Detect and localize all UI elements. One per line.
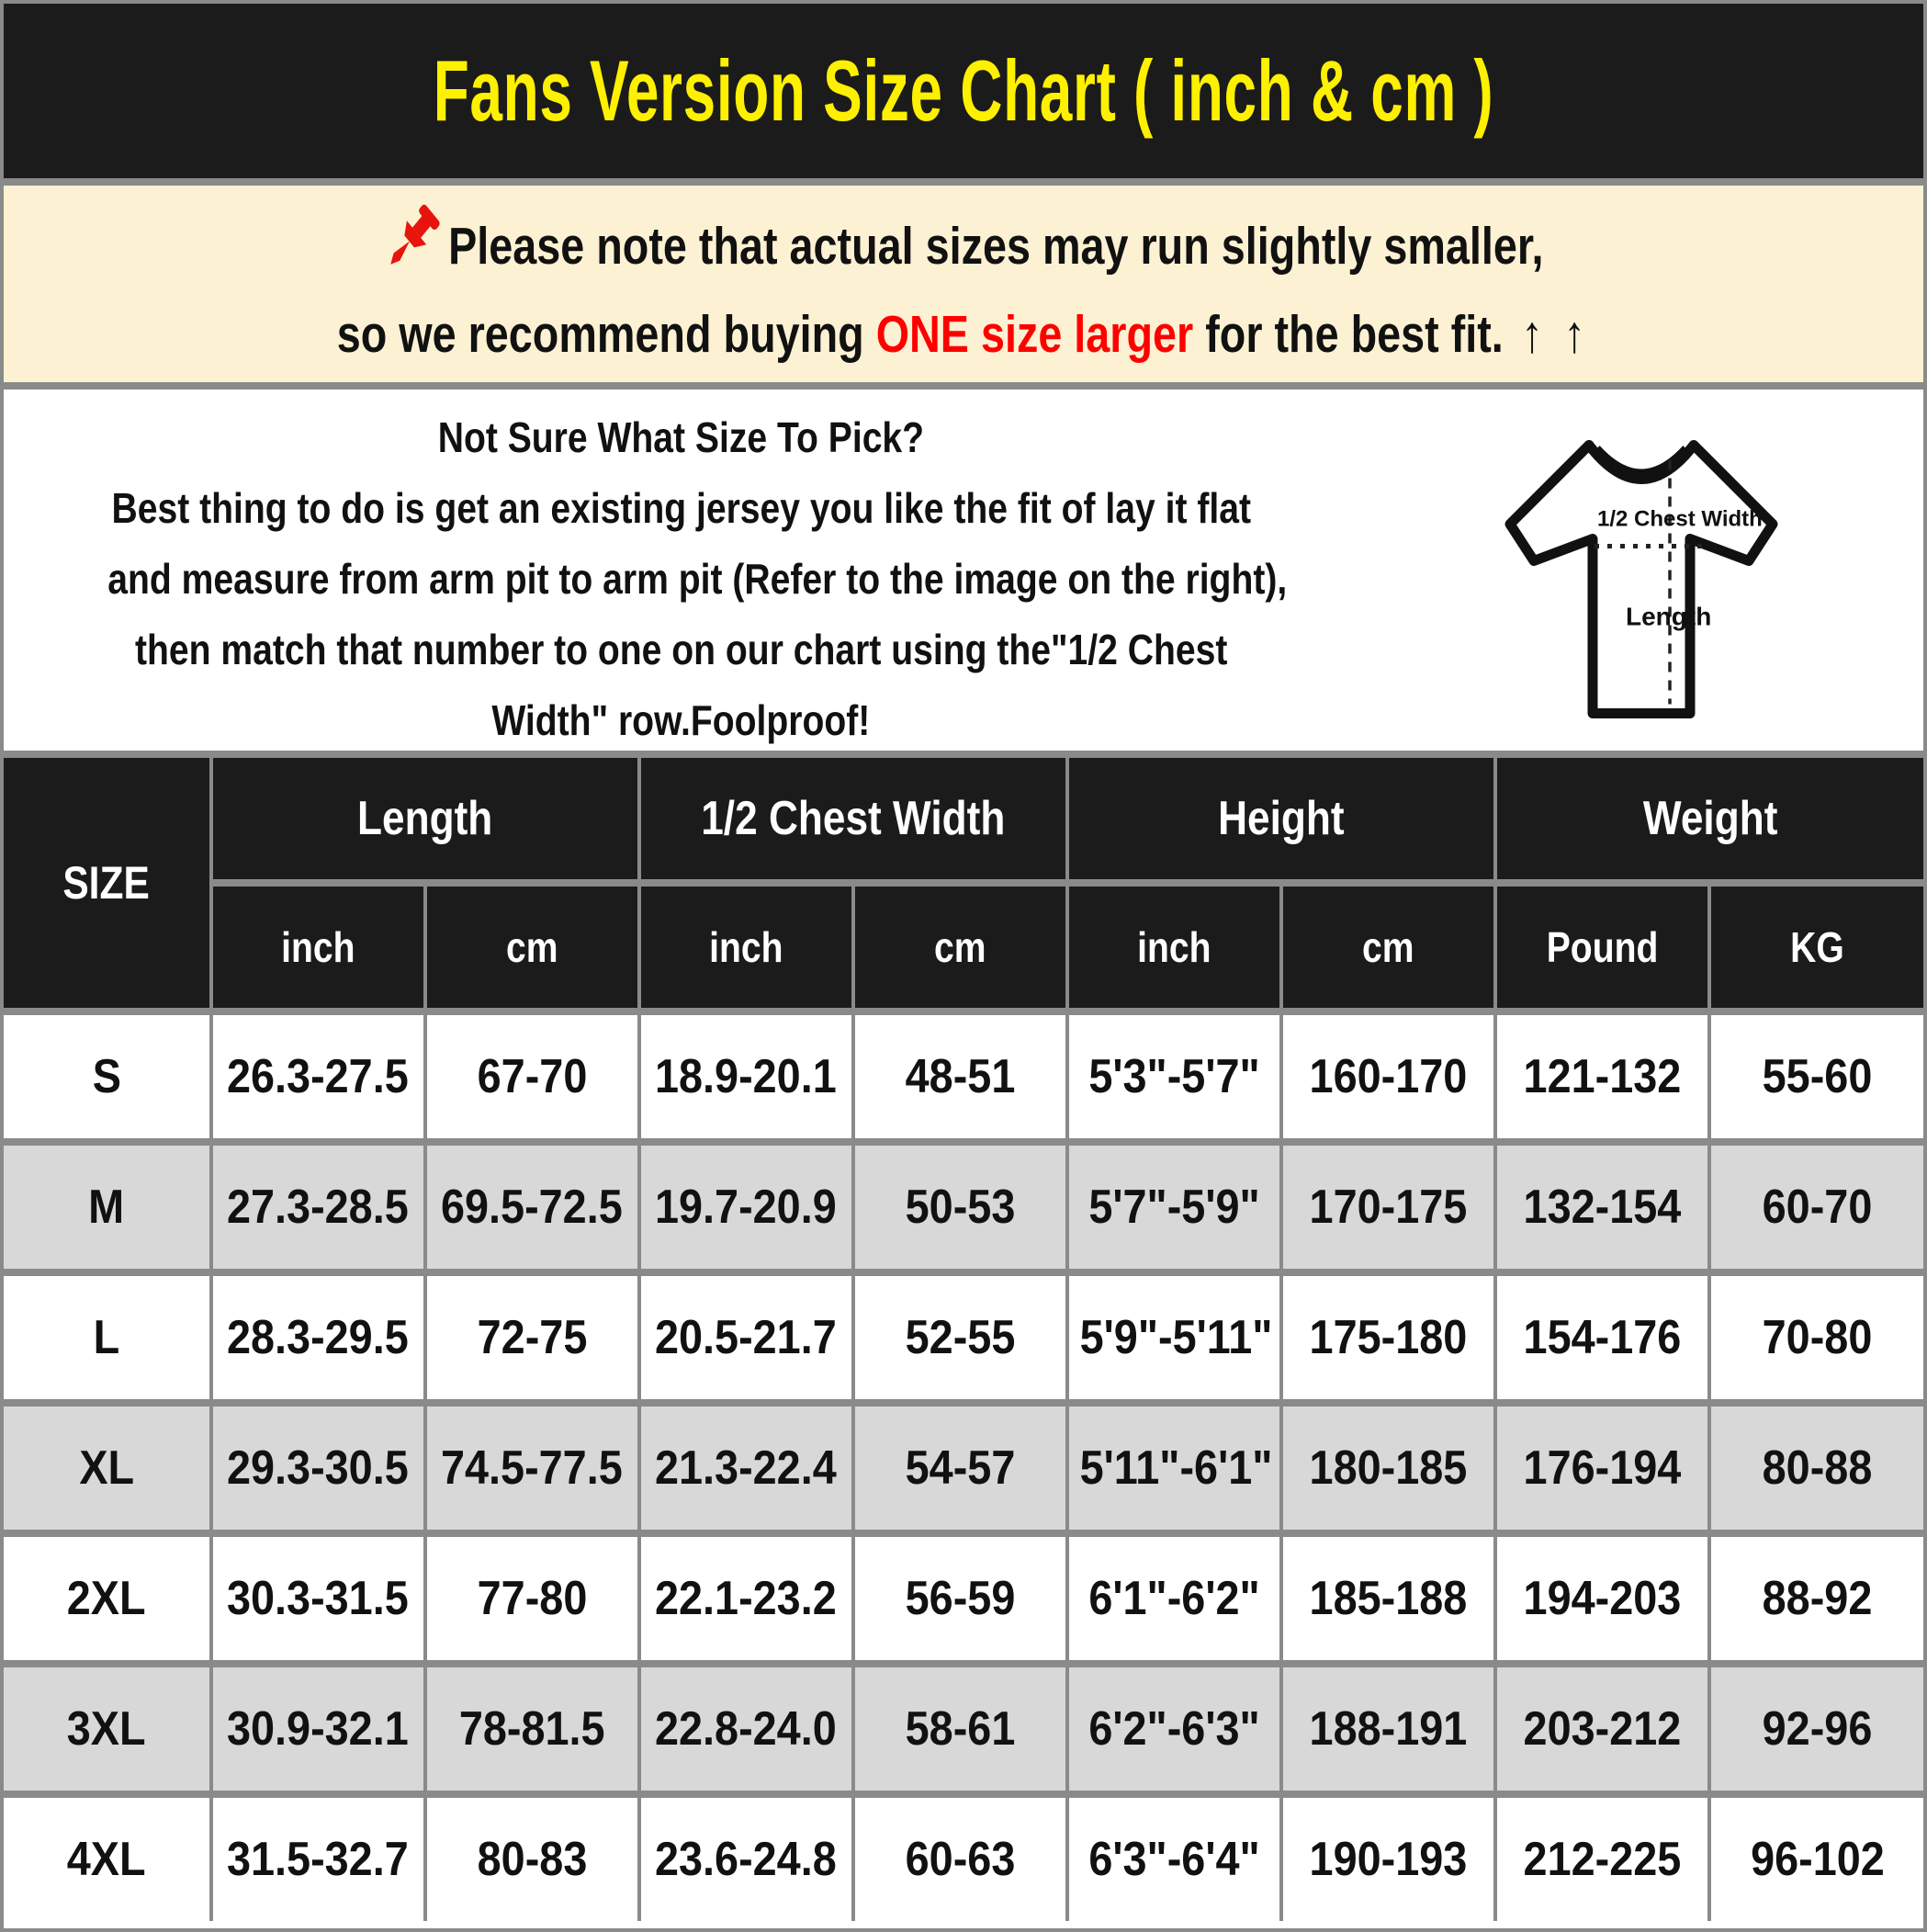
length-label: Length — [1625, 602, 1711, 631]
group-header-row — [4, 758, 1923, 883]
notice-banner — [4, 186, 1923, 382]
value-cell — [1281, 1533, 1495, 1664]
header-text: Weight — [1642, 792, 1778, 845]
cell-text: 54-57 — [905, 1441, 1016, 1495]
value-cell — [1709, 1664, 1923, 1794]
table-row — [4, 1794, 1923, 1921]
cell-text: 6'3"-6'4" — [1088, 1833, 1260, 1886]
cell-text: 176-194 — [1523, 1441, 1682, 1495]
value-cell — [211, 1794, 425, 1921]
cell-text: 5'11"-6'1" — [1079, 1441, 1273, 1495]
value-cell — [425, 1142, 639, 1272]
unit-header — [425, 883, 639, 1011]
cell-text: 19.7-20.9 — [655, 1181, 838, 1234]
value-cell — [639, 1142, 853, 1272]
cell-text: 175-180 — [1309, 1311, 1468, 1364]
size-cell — [4, 1403, 211, 1533]
header-text: cm — [934, 923, 986, 971]
value-cell — [853, 1533, 1067, 1664]
value-cell — [639, 1664, 853, 1794]
cell-text: 50-53 — [905, 1181, 1016, 1234]
unit-header — [211, 883, 425, 1011]
up-arrows: ↑ ↑ — [1521, 305, 1591, 364]
unit-header-row — [4, 883, 1923, 1011]
cell-text: 72-75 — [477, 1311, 588, 1364]
unit-header — [853, 883, 1067, 1011]
cell-text: 154-176 — [1523, 1311, 1682, 1364]
title-bar — [4, 4, 1923, 178]
size-guide-section — [4, 390, 1923, 751]
cell-text: 27.3-28.5 — [227, 1181, 410, 1234]
value-cell — [1495, 1533, 1709, 1664]
unit-header — [639, 883, 853, 1011]
cell-text: 160-170 — [1309, 1050, 1468, 1103]
unit-header — [1709, 883, 1923, 1011]
value-cell — [1281, 1664, 1495, 1794]
value-cell — [1067, 1142, 1281, 1272]
unit-header — [1067, 883, 1281, 1011]
cell-text: 28.3-29.5 — [227, 1311, 410, 1364]
value-cell — [1281, 1011, 1495, 1142]
cell-text: 52-55 — [905, 1311, 1016, 1364]
value-cell — [639, 1533, 853, 1664]
cell-text: 2XL — [66, 1572, 146, 1625]
cell-text: 67-70 — [477, 1050, 588, 1103]
size-cell — [4, 1011, 211, 1142]
value-cell — [853, 1272, 1067, 1403]
cell-text: 56-59 — [905, 1572, 1016, 1625]
size-column-header — [4, 758, 211, 1011]
cell-text: S — [92, 1050, 121, 1103]
cell-text: 180-185 — [1309, 1441, 1468, 1495]
cell-text: 88-92 — [1762, 1572, 1873, 1625]
value-cell — [853, 1664, 1067, 1794]
value-cell — [425, 1403, 639, 1533]
cell-text: 74.5-77.5 — [441, 1441, 624, 1495]
value-cell — [1495, 1664, 1709, 1794]
value-cell — [853, 1142, 1067, 1272]
page-title: Fans Version Size Chart ( inch & cm ) — [433, 42, 1494, 139]
cell-text: 132-154 — [1523, 1181, 1682, 1234]
cell-text: 78-81.5 — [458, 1702, 605, 1756]
cell-text: 20.5-21.7 — [655, 1311, 838, 1364]
value-cell — [1281, 1272, 1495, 1403]
cell-text: 23.6-24.8 — [655, 1833, 838, 1886]
header-text: cm — [506, 923, 558, 971]
group-header-length — [211, 758, 639, 883]
cell-text: 188-191 — [1309, 1702, 1468, 1756]
value-cell — [1709, 1142, 1923, 1272]
value-cell — [639, 1403, 853, 1533]
size-cell — [4, 1533, 211, 1664]
guide-line — [4, 685, 1358, 756]
pushpin-icon — [384, 203, 447, 280]
table-row — [4, 1272, 1923, 1403]
cell-text: 77-80 — [477, 1572, 588, 1625]
table-row — [4, 1403, 1923, 1533]
header-text: inch — [1137, 923, 1211, 971]
value-cell — [1281, 1142, 1495, 1272]
size-cell — [4, 1142, 211, 1272]
cell-text: XL — [78, 1441, 134, 1495]
value-cell — [1281, 1794, 1495, 1921]
cell-text: 190-193 — [1309, 1833, 1468, 1886]
table-row — [4, 1533, 1923, 1664]
size-cell — [4, 1794, 211, 1921]
tshirt-measure-diagram — [1358, 402, 1923, 736]
header-text: Height — [1218, 792, 1345, 845]
value-cell — [1281, 1403, 1495, 1533]
cell-text: 18.9-20.1 — [655, 1050, 838, 1103]
cell-text: 5'9"-5'11" — [1079, 1311, 1273, 1364]
cell-text: 22.8-24.0 — [655, 1702, 838, 1756]
section-divider — [4, 178, 1923, 186]
header-text: KG — [1790, 923, 1844, 971]
cell-text: 3XL — [66, 1702, 146, 1756]
group-header-chest-width — [639, 758, 1067, 883]
cell-text: 30.9-32.1 — [227, 1702, 410, 1756]
value-cell — [425, 1664, 639, 1794]
value-cell — [1495, 1794, 1709, 1921]
header-text: Length — [357, 792, 493, 845]
cell-text: 6'1"-6'2" — [1088, 1572, 1260, 1625]
cell-text: 22.1-23.2 — [655, 1572, 838, 1625]
cell-text: M — [88, 1181, 125, 1234]
value-cell — [1067, 1011, 1281, 1142]
value-cell — [425, 1794, 639, 1921]
notice-text-2-prefix: so we recommend buying — [336, 305, 864, 364]
value-cell — [1709, 1403, 1923, 1533]
size-cell — [4, 1664, 211, 1794]
cell-text: 96-102 — [1750, 1833, 1885, 1886]
value-cell — [211, 1403, 425, 1533]
cell-text: 31.5-32.7 — [227, 1833, 410, 1886]
group-header-height — [1067, 758, 1495, 883]
value-cell — [853, 1011, 1067, 1142]
guide-line-text: and measure from arm pit to arm pit (Refer to the image on the right), — [107, 555, 1288, 603]
guide-heading: Not Sure What Size To Pick? — [437, 413, 925, 461]
value-cell — [639, 1011, 853, 1142]
value-cell — [211, 1142, 425, 1272]
cell-text: 26.3-27.5 — [227, 1050, 410, 1103]
value-cell — [639, 1272, 853, 1403]
header-text: 1/2 Chest Width — [701, 792, 1006, 845]
value-cell — [425, 1011, 639, 1142]
tshirt-icon — [1490, 419, 1793, 736]
group-header-weight — [1495, 758, 1923, 883]
cell-text: 185-188 — [1309, 1572, 1468, 1625]
value-cell — [853, 1403, 1067, 1533]
value-cell — [639, 1794, 853, 1921]
cell-text: 194-203 — [1523, 1572, 1682, 1625]
size-table-body — [4, 1011, 1923, 1921]
guide-line — [4, 473, 1358, 544]
chest-width-label: 1/2 Chest Width — [1596, 506, 1763, 532]
value-cell — [1709, 1794, 1923, 1921]
value-cell — [1709, 1272, 1923, 1403]
cell-text: 55-60 — [1762, 1050, 1873, 1103]
value-cell — [1495, 1403, 1709, 1533]
cell-text: L — [93, 1311, 120, 1364]
cell-text: 80-88 — [1762, 1441, 1873, 1495]
cell-text: 170-175 — [1309, 1181, 1468, 1234]
notice-text-1: Please note that actual sizes may run slightly smaller, — [448, 217, 1544, 276]
value-cell — [211, 1011, 425, 1142]
header-text: inch — [281, 923, 355, 971]
unit-header — [1495, 883, 1709, 1011]
cell-text: 48-51 — [905, 1050, 1016, 1103]
value-cell — [211, 1664, 425, 1794]
value-cell — [425, 1272, 639, 1403]
cell-text: 6'2"-6'3" — [1088, 1702, 1260, 1756]
cell-text: 212-225 — [1523, 1833, 1682, 1886]
header-text: SIZE — [62, 857, 151, 909]
table-header — [4, 758, 1923, 1011]
unit-header — [1281, 883, 1495, 1011]
guide-line — [4, 544, 1358, 615]
cell-text: 69.5-72.5 — [441, 1181, 624, 1234]
cell-text: 30.3-31.5 — [227, 1572, 410, 1625]
value-cell — [1067, 1794, 1281, 1921]
notice-text-2-suffix: for the best fit. — [1205, 305, 1504, 364]
value-cell — [1495, 1011, 1709, 1142]
value-cell — [1067, 1664, 1281, 1794]
guide-line-text: Width" row.Foolproof! — [491, 696, 871, 744]
size-cell — [4, 1272, 211, 1403]
value-cell — [211, 1272, 425, 1403]
notice-line-2 — [337, 304, 1590, 365]
guide-line — [4, 615, 1358, 685]
cell-text: 121-132 — [1523, 1050, 1682, 1103]
cell-text: 29.3-30.5 — [227, 1441, 410, 1495]
value-cell — [1067, 1533, 1281, 1664]
value-cell — [1709, 1011, 1923, 1142]
header-text: Pound — [1546, 923, 1659, 971]
value-cell — [853, 1794, 1067, 1921]
notice-line-1 — [384, 203, 1544, 280]
guide-heading-line — [4, 402, 1358, 473]
cell-text: 203-212 — [1523, 1702, 1682, 1756]
cell-text: 5'3"-5'7" — [1088, 1050, 1260, 1103]
notice-highlight: ONE size larger — [875, 305, 1194, 364]
cell-text: 80-83 — [477, 1833, 588, 1886]
header-text: cm — [1362, 923, 1414, 971]
value-cell — [211, 1533, 425, 1664]
table-row — [4, 1142, 1923, 1272]
cell-text: 60-70 — [1762, 1181, 1873, 1234]
value-cell — [1709, 1533, 1923, 1664]
value-cell — [425, 1533, 639, 1664]
value-cell — [1495, 1272, 1709, 1403]
value-cell — [1495, 1142, 1709, 1272]
header-text: inch — [709, 923, 783, 971]
guide-line-text: then match that number to one on our chart using the"1/2 Chest — [134, 626, 1228, 673]
cell-text: 21.3-22.4 — [655, 1441, 838, 1495]
cell-text: 58-61 — [905, 1702, 1016, 1756]
cell-text: 60-63 — [905, 1833, 1016, 1886]
cell-text: 70-80 — [1762, 1311, 1873, 1364]
value-cell — [1067, 1272, 1281, 1403]
cell-text: 5'7"-5'9" — [1088, 1181, 1260, 1234]
table-row — [4, 1011, 1923, 1142]
cell-text: 4XL — [66, 1833, 146, 1886]
guide-text-block — [4, 402, 1358, 756]
size-chart-table — [4, 758, 1923, 1921]
value-cell — [1067, 1403, 1281, 1533]
section-divider — [4, 382, 1923, 390]
guide-line-text: Best thing to do is get an existing jersey you like the fit of lay it flat — [111, 484, 1251, 532]
table-row — [4, 1664, 1923, 1794]
cell-text: 92-96 — [1762, 1702, 1873, 1756]
